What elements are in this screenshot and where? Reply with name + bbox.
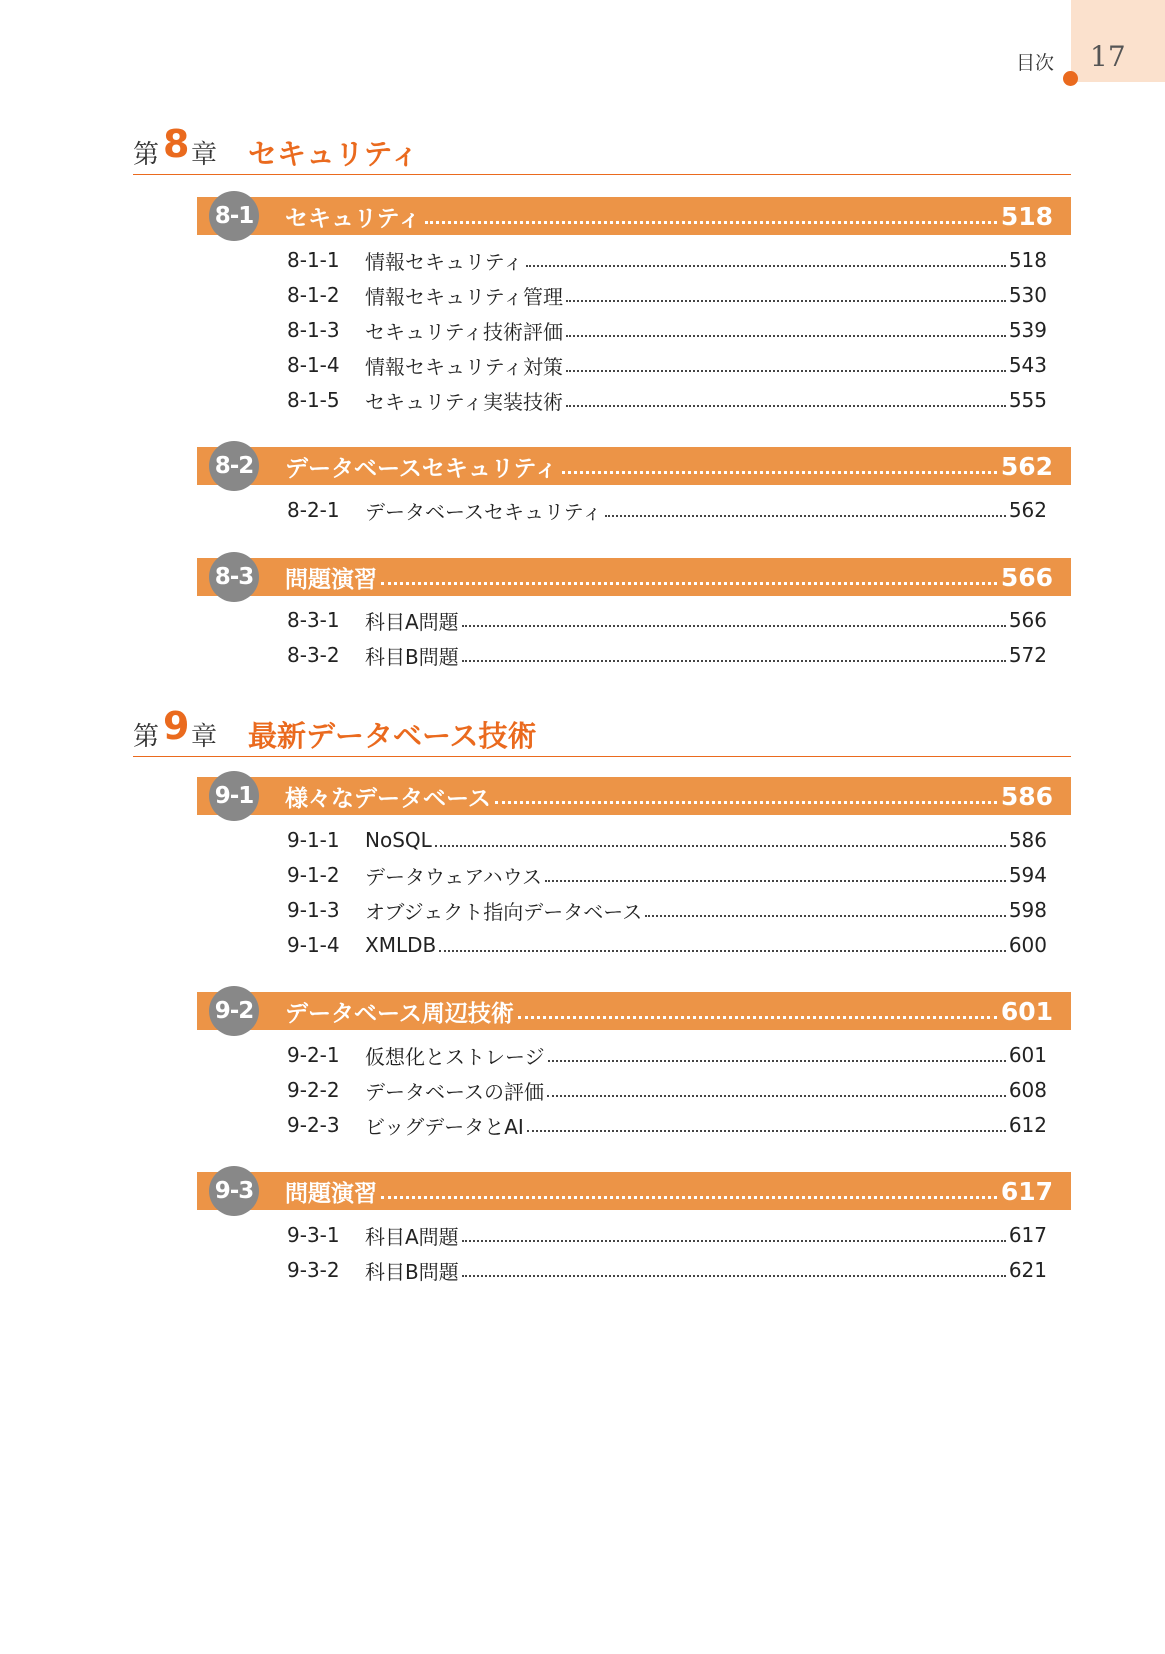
section-badge: 8-2 (209, 441, 259, 491)
leader-dots (425, 221, 997, 224)
section-title: 問題演習 (285, 566, 377, 593)
item-title: データウェアハウス (365, 864, 542, 889)
item-number: 8-1-2 (287, 283, 340, 307)
item-number: 9-1-2 (287, 863, 340, 887)
item-number: 9-1-3 (287, 898, 340, 922)
toc-item[interactable] (287, 280, 1047, 310)
toc-item[interactable] (287, 640, 1047, 670)
item-number: 9-2-2 (287, 1078, 340, 1102)
toc-item[interactable] (287, 930, 1047, 960)
chapter-title: セキュリティ (248, 137, 420, 171)
section-page: 601 (1000, 996, 1053, 1026)
leader-dots (462, 1240, 1006, 1242)
item-page: 566 (1008, 608, 1047, 632)
toc-item[interactable] (287, 825, 1047, 855)
chapter-prefix: 第 (133, 722, 160, 752)
item-title: データベースセキュリティ (365, 499, 602, 524)
item-number: 8-1-1 (287, 248, 340, 272)
header-dot-icon (1063, 71, 1078, 86)
item-number: 8-1-4 (287, 353, 340, 377)
section-badge: 8-1 (209, 191, 259, 241)
item-page: 621 (1008, 1258, 1047, 1282)
item-number: 8-3-2 (287, 643, 340, 667)
section-page: 566 (1000, 562, 1053, 592)
item-page: 518 (1008, 248, 1047, 272)
toc-item[interactable] (287, 1075, 1047, 1105)
item-title: 科目B問題 (365, 644, 459, 669)
leader-dots (545, 880, 1006, 882)
item-page: 601 (1008, 1043, 1047, 1067)
section-bar[interactable] (197, 197, 1071, 235)
item-title: 情報セキュリティ管理 (365, 284, 563, 309)
item-title: 科目B問題 (365, 1259, 459, 1284)
item-page: 598 (1008, 898, 1047, 922)
item-title: XMLDB (365, 933, 437, 957)
section-bar[interactable] (197, 777, 1071, 815)
leader-dots (381, 582, 997, 585)
leader-dots (518, 1016, 997, 1019)
section-title: セキュリティ (285, 205, 421, 232)
leader-dots (495, 801, 997, 804)
chapter-number: 9 (163, 704, 190, 748)
item-title: 科目A問題 (365, 1224, 459, 1249)
chapter-number: 8 (163, 122, 190, 166)
leader-dots (526, 265, 1006, 267)
item-title: セキュリティ実装技術 (365, 389, 563, 414)
item-number: 9-3-2 (287, 1258, 340, 1282)
leader-dots (566, 370, 1006, 372)
leader-dots (548, 1060, 1006, 1062)
item-number: 9-3-1 (287, 1223, 340, 1247)
leader-dots (566, 335, 1006, 337)
item-page: 562 (1008, 498, 1047, 522)
section-title: 様々なデータベース (285, 785, 491, 812)
section-badge: 9-3 (209, 1166, 259, 1216)
item-number: 9-1-1 (287, 828, 340, 852)
toc-item[interactable] (287, 495, 1047, 525)
toc-item[interactable] (287, 350, 1047, 380)
chapter-heading (133, 122, 1071, 175)
item-page: 617 (1008, 1223, 1047, 1247)
section-title: データベースセキュリティ (285, 455, 558, 482)
leader-dots (645, 915, 1006, 917)
leader-dots (462, 660, 1006, 662)
item-title: 仮想化とストレージ (365, 1044, 545, 1069)
item-page: 539 (1008, 318, 1047, 342)
item-title: NoSQL (365, 828, 432, 852)
item-title: データベースの評価 (365, 1079, 544, 1104)
item-page: 555 (1008, 388, 1047, 412)
section-page: 586 (1000, 781, 1053, 811)
page-number: 17 (1090, 40, 1126, 73)
leader-dots (605, 515, 1006, 517)
chapter-prefix: 第 (133, 140, 160, 170)
item-page: 543 (1008, 353, 1047, 377)
leader-dots (462, 625, 1006, 627)
item-page: 608 (1008, 1078, 1047, 1102)
item-title: ビッグデータとAI (365, 1114, 524, 1139)
leader-dots (381, 1196, 997, 1199)
chapter-title: 最新データベース技術 (248, 719, 537, 753)
item-number: 8-1-3 (287, 318, 340, 342)
section-badge: 8-3 (209, 552, 259, 602)
toc-item[interactable] (287, 245, 1047, 275)
item-page: 594 (1008, 863, 1047, 887)
toc-item[interactable] (287, 1220, 1047, 1250)
toc-item[interactable] (287, 860, 1047, 890)
leader-dots (562, 471, 997, 474)
toc-item[interactable] (287, 605, 1047, 635)
leader-dots (566, 300, 1006, 302)
section-bar[interactable] (197, 1172, 1071, 1210)
item-page: 572 (1008, 643, 1047, 667)
item-page: 612 (1008, 1113, 1047, 1137)
item-number: 8-1-5 (287, 388, 340, 412)
section-title: 問題演習 (285, 1180, 377, 1207)
item-title: 科目A問題 (365, 609, 459, 634)
item-number: 8-2-1 (287, 498, 340, 522)
section-page: 518 (1000, 201, 1053, 231)
leader-dots (527, 1130, 1006, 1132)
toc-item[interactable] (287, 385, 1047, 415)
toc-item[interactable] (287, 315, 1047, 345)
leader-dots (462, 1275, 1006, 1277)
item-page: 586 (1008, 828, 1047, 852)
toc-item[interactable] (287, 895, 1047, 925)
section-page: 562 (1000, 451, 1053, 481)
item-page: 530 (1008, 283, 1047, 307)
item-title: 情報セキュリティ (365, 249, 523, 274)
header-label: 目次 (1016, 52, 1055, 74)
chapter-suffix: 章 (191, 140, 218, 170)
chapter-heading (133, 704, 1071, 757)
item-page: 600 (1008, 933, 1047, 957)
section-bar[interactable] (197, 558, 1071, 596)
leader-dots (547, 1095, 1006, 1097)
item-title: 情報セキュリティ対策 (365, 354, 563, 379)
item-title: セキュリティ技術評価 (365, 319, 563, 344)
section-bar[interactable] (197, 992, 1071, 1030)
item-title: オブジェクト指向データベース (365, 899, 643, 924)
section-title: データベース周辺技術 (285, 1000, 514, 1027)
section-page: 617 (1000, 1176, 1053, 1206)
chapter-suffix: 章 (191, 722, 218, 752)
item-number: 8-3-1 (287, 608, 340, 632)
leader-dots (435, 845, 1006, 847)
toc-item[interactable] (287, 1110, 1047, 1140)
toc-item[interactable] (287, 1040, 1047, 1070)
leader-dots (566, 405, 1006, 407)
leader-dots (439, 950, 1006, 952)
item-number: 9-2-1 (287, 1043, 340, 1067)
section-badge: 9-2 (209, 986, 259, 1036)
item-number: 9-1-4 (287, 933, 340, 957)
toc-item[interactable] (287, 1255, 1047, 1285)
section-bar[interactable] (197, 447, 1071, 485)
item-number: 9-2-3 (287, 1113, 340, 1137)
section-badge: 9-1 (209, 771, 259, 821)
